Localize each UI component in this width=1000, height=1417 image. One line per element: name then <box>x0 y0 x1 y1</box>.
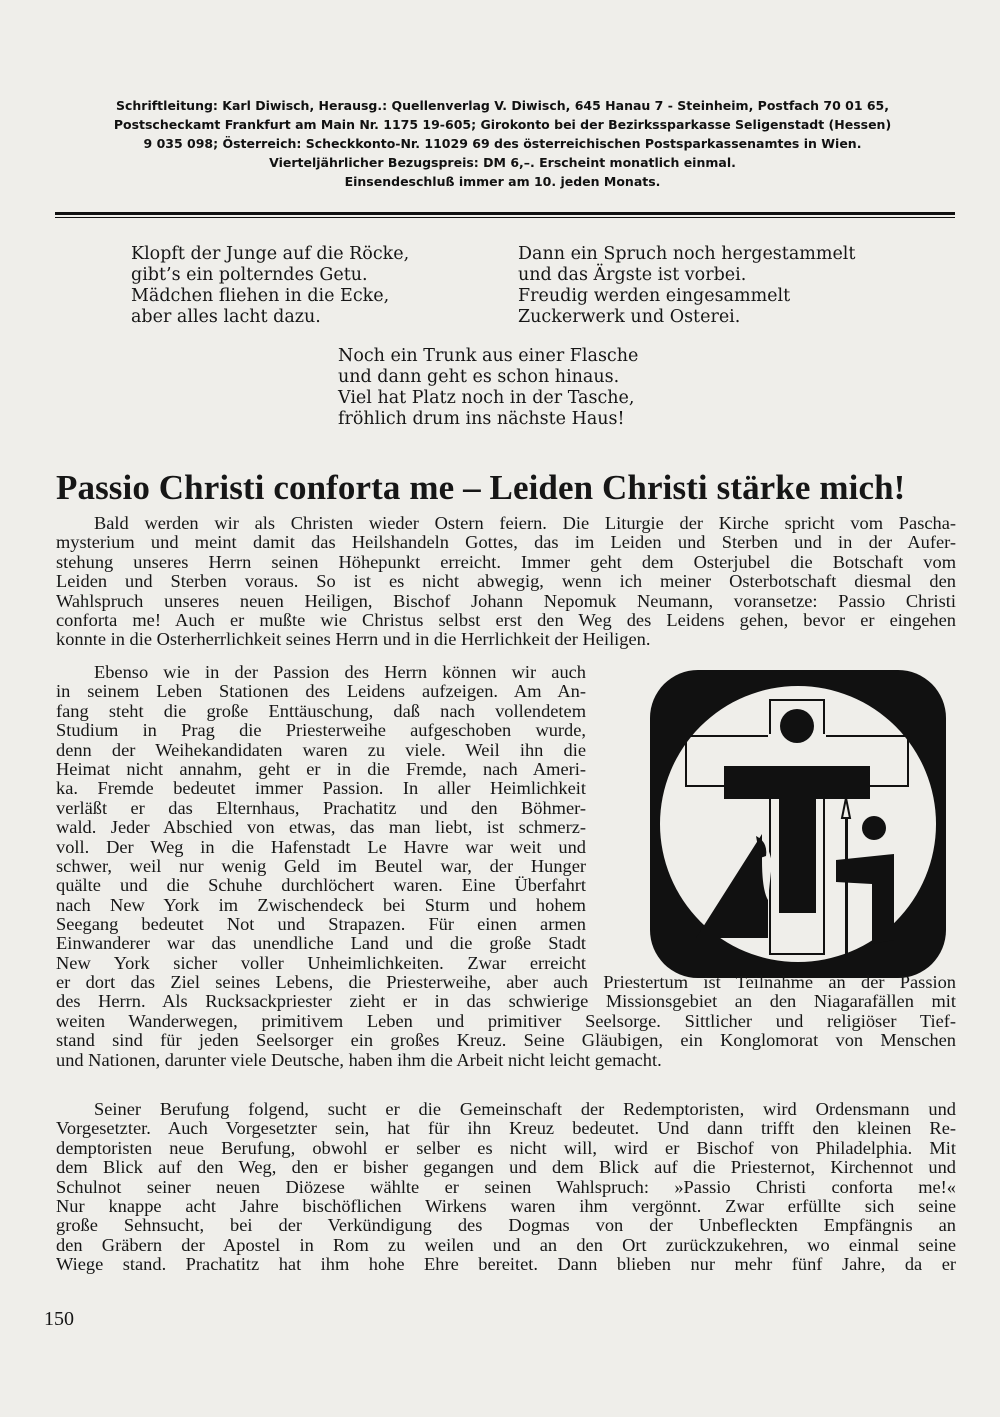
page-number: 150 <box>44 1308 74 1330</box>
text-line: denn der Weihekandidaten waren zu viele. Weil ihn die <box>56 739 586 760</box>
masthead-line: Einsendeschluß immer am 10. jeden Monats. <box>344 174 661 189</box>
poem-line: und dann geht es schon hinaus. <box>338 367 620 387</box>
text-line: conforta me! Auch er mußte wie Christus selbst erst den Weg des Leidens gehen, bevor er eingehen <box>56 609 956 630</box>
poem-stanza-left <box>131 244 409 328</box>
poem-line: Freudig werden eingesammelt <box>518 286 791 306</box>
text-line: Vorgesetzter. Auch Vorgesetzter sein, hat für ihn Kreuz bedeutet. Und dann trifft den kleinen Re- <box>56 1118 956 1139</box>
poem-line: gibt’s ein polterndes Getu. <box>131 265 368 285</box>
text-line: Schulnot seiner neuen Diözese wählte er seinen Wahlspruch: »Passio Christi conforta me!« <box>56 1176 956 1197</box>
poem-line: fröhlich drum ins nächste Haus! <box>338 409 625 429</box>
poem-line: Dann ein Spruch noch hergestammelt <box>518 244 856 264</box>
text-line: voll. Der Weg in die Hafenstadt Le Havre war weit und <box>56 836 586 857</box>
text-line: große Sehnsucht, bei der Verkündigung des Dogmas von der Unbefleckten Empfängnis an <box>56 1215 956 1236</box>
text-line: New York sicher voller Unheimlichkeiten. Zwar erreicht <box>56 952 586 973</box>
poem-stanza-right <box>518 244 855 328</box>
article-paragraph-3 <box>56 1100 956 1275</box>
poem-line: Viel hat Platz noch in der Tasche, <box>338 388 635 408</box>
text-line: dem Blick auf den Weg, den er bisher gegangen und dem Blick auf die Priesternot, Kirchennot und <box>56 1157 956 1178</box>
text-line: wald. Jeder Abschied von etwas, das man liebt, ist schmerz- <box>56 817 586 838</box>
text-line: Studium in Prag die Priesterweihe aufgeschoben wurde, <box>56 720 586 741</box>
poem-line: Noch ein Trunk aus einer Flasche <box>338 346 639 366</box>
text-line: Heimat nicht annahm, geht er in die Fremde, nach Ameri- <box>56 758 586 779</box>
text-line: des Herrn. Als Rucksackpriester zieht er in das schwierige Missionsgebiet an den Niagarafällen mit <box>56 991 956 1012</box>
text-line: weiten Wanderwegen, primitivem Leben und primitiver Seelsorge. Sittlicher und religiöser Tief- <box>56 1010 956 1031</box>
article-title: Passio Christi conforta me – Leiden Christi stärke mich! <box>56 468 906 507</box>
poem-line: aber alles lacht dazu. <box>131 307 321 327</box>
text-line: stand sind für jeden Seelsorger ein großes Kreuz. Seine Gläubigen, ein Konglomorat von Menschen <box>56 1030 956 1051</box>
text-line: konnte in die Osterherrlichkeit seines Herrn und in die Herrlichkeit der Heiligen. <box>56 629 651 650</box>
text-line: Ebenso wie in der Passion des Herrn können wir auch <box>94 662 586 682</box>
cross-with-figures-emblem-icon <box>648 668 948 980</box>
text-line: stehung unseres Herrn seinen Höhepunkt erreicht. Immer geht dem Osterjubel die Botschaft vom <box>56 551 956 572</box>
poem-stanza-center <box>338 346 638 430</box>
text-line: in seinem Leben Stationen des Leidens aufzeigen. Am An- <box>56 681 586 702</box>
text-line: Wahlspruch unseres neuen Heiligen, Bischof Johann Nepomuk Neumann, voransetze: Passio Christi <box>56 590 956 611</box>
text-line: Einwanderer war das unendliche Land und die große Stadt <box>56 933 586 954</box>
text-line: Seiner Berufung folgend, sucht er die Gemeinschaft der Redemptoristen, wird Ordensmann und <box>94 1099 956 1119</box>
masthead <box>40 96 965 191</box>
text-line: fang steht die große Enttäuschung, daß nach vollendetem <box>56 700 586 721</box>
text-line: Wiege stand. Prachatitz hat ihm hohe Ehre bereitet. Dann blieben nur mehr fünf Jahre, da er <box>56 1254 956 1275</box>
text-line: mysterium und meint damit das Heilshandeln Gottes, das im Leiden und Sterben und in der Aufer- <box>56 532 956 553</box>
poem-line: Mädchen fliehen in die Ecke, <box>131 286 390 306</box>
poem-line: und das Ärgste ist vorbei. <box>518 265 747 285</box>
text-line: verläßt er das Elternhaus, Prachatitz und den Böhmer- <box>56 797 586 818</box>
masthead-line: Vierteljährlicher Bezugspreis: DM 6,–. Erscheint monatlich einmal. <box>269 155 736 170</box>
article-paragraph-1 <box>56 514 956 650</box>
article-paragraph-2-wide <box>56 973 956 1070</box>
text-line: demptoristen neue Berufung, obwohl er selber es nicht will, wird er Bischof von Philadelphia. Mit <box>56 1137 956 1158</box>
text-line: schwer, weil nur wenig Geld im Beutel war, der Hunger <box>56 855 586 876</box>
masthead-line: Schriftleitung: Karl Diwisch, Herausg.: Quellenverlag V. Diwisch, 645 Hanau 7 - Steinheim, Postfach 70 01 65, <box>115 98 890 113</box>
text-line: Leiden und Sterben voraus. So ist es nicht abwegig, wenn ich meiner Osterbotschaft diesmal den <box>56 571 956 592</box>
text-line: Bald werden wir als Christen wieder Ostern feiern. Die Liturgie der Kirche spricht vom Pascha- <box>94 513 956 533</box>
poem-line: Zuckerwerk und Osterei. <box>518 307 741 327</box>
text-line: den Gräbern der Apostel in Rom zu weilen und an den Ort zurückzukehren, wo einmal seine <box>56 1234 956 1255</box>
masthead-line: Postscheckamt Frankfurt am Main Nr. 1175 19-605; Girokonto bei der Bezirkssparkasse Seligenstadt (Hessen) <box>113 117 892 132</box>
text-line: nach New York im Zwischendeck bei Sturm und hohem <box>56 894 586 915</box>
text-line: quälte und die Schuhe durchlöchert waren. Eine Überfahrt <box>56 875 586 896</box>
masthead-divider <box>55 212 955 218</box>
text-line: ka. Fremde bedeutet immer Passion. In aller Heimlichkeit <box>56 778 586 799</box>
text-line: Seegang bedeutet Not und Strapazen. Für einen armen <box>56 914 586 935</box>
text-line: Nur knappe acht Jahre bischöflichen Wirkens waren ihm vergönnt. Zwar erfüllte sich seine <box>56 1195 956 1216</box>
article-paragraph-2-narrow <box>56 663 586 973</box>
masthead-line: 9 035 098; Österreich: Scheckkonto-Nr. 11029 69 des österreichischen Postsparkassenamtes in Wien. <box>143 136 862 151</box>
text-line: er dort das Ziel seines Lebens, die Priesterweihe, aber auch Priestertum ist Teilnahme an der Passion <box>56 972 956 992</box>
text-line: und Nationen, darunter viele Deutsche, haben ihm die Arbeit nicht leicht gemacht. <box>56 1049 662 1070</box>
poem-line: Klopft der Junge auf die Röcke, <box>131 244 410 264</box>
